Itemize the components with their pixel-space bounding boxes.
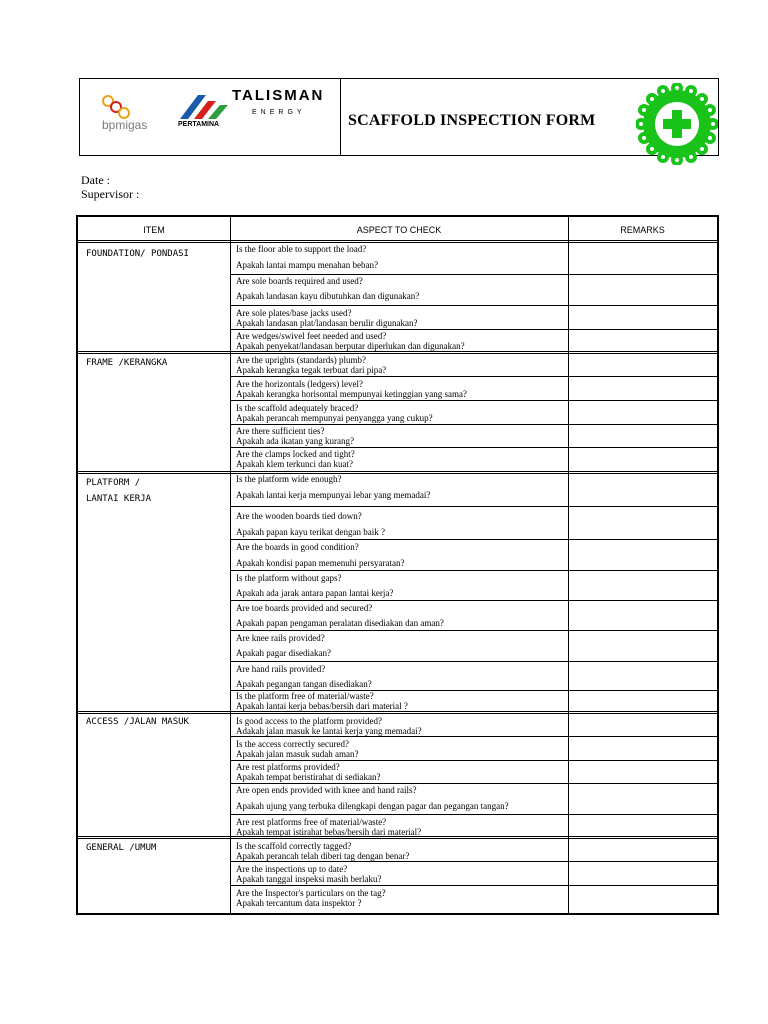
col-divider-item — [230, 217, 231, 913]
check-question-id: Apakah lantai mampu menahan beban? — [236, 260, 378, 270]
col-divider-remarks — [568, 217, 569, 913]
row-divider — [230, 305, 717, 306]
check-question-en: Are the clamps locked and tight? — [236, 449, 355, 459]
check-question-id: Apakah tercantum data inspektor ? — [236, 898, 362, 908]
check-question-id: Apakah tempat beristirahat di sediakan? — [236, 772, 381, 782]
row-divider — [230, 760, 717, 761]
check-question-id: Apakah tempat istirahat bebas/bersih dari material? — [236, 827, 422, 837]
check-question-id: Apakah kerangka horisontal mempunyai ketinggian yang sama? — [236, 389, 467, 399]
check-question-en: Is the floor able to support the load? — [236, 244, 367, 254]
row-divider — [230, 600, 717, 601]
check-question-id: Apakah jalan masuk sudah aman? — [236, 749, 359, 759]
check-question-id: Apakah pagar disediakan? — [236, 648, 331, 658]
row-divider — [230, 329, 717, 330]
section-divider — [78, 351, 717, 354]
check-question-en: Are sole boards required and used? — [236, 276, 363, 286]
check-question-en: Are there sufficient ties? — [236, 426, 325, 436]
row-divider — [230, 424, 717, 425]
row-divider — [230, 885, 717, 886]
check-question-en: Are toe boards provided and secured? — [236, 603, 373, 613]
check-question-id: Apakah papan kayu terikat dengan baik ? — [236, 527, 385, 537]
col-header-item: ITEM — [143, 225, 165, 235]
section-label-general: GENERAL /UMUM — [86, 843, 157, 853]
bpmigas-logo-text: bpmigas — [102, 118, 148, 132]
check-question-id: Apakah tanggal inspeksi masih berlaku? — [236, 874, 382, 884]
row-divider — [230, 630, 717, 631]
section-label-platform: PLATFORM / LANTAI KERJA — [86, 478, 152, 504]
pertamina-logo-icon — [176, 91, 232, 121]
row-divider — [230, 506, 717, 507]
check-question-en: Is the platform free of material/waste? — [236, 691, 374, 701]
check-question-en: Are knee rails provided? — [236, 633, 325, 643]
check-question-en: Is the platform without gaps? — [236, 573, 342, 583]
supervisor-label: Supervisor : — [81, 187, 140, 201]
check-question-id: Apakah perancah mempunyai penyangga yang cukup? — [236, 413, 433, 423]
talisman-logo-text: TALISMAN — [232, 87, 325, 104]
energy-logo-text: ENERGY — [252, 109, 306, 116]
check-question-id: Apakah penyekat/landasan berputar diperlukan dan digunakan? — [236, 341, 465, 351]
col-header-remarks: REMARKS — [620, 225, 665, 235]
inspection-table — [76, 215, 719, 915]
section-divider — [78, 711, 717, 714]
row-divider — [230, 447, 717, 448]
row-divider — [230, 570, 717, 571]
check-question-en: Are the Inspector's particulars on the tag? — [236, 888, 386, 898]
check-question-en: Are rest platforms provided? — [236, 762, 340, 772]
check-question-id: Apakah papan pengaman peralatan disediakan dan aman? — [236, 618, 444, 628]
pertamina-logo-text: PERTAMINA — [178, 121, 220, 128]
form-header — [79, 78, 719, 156]
row-divider — [230, 783, 717, 784]
check-question-id: Apakah kerangka tegak terbuat dari pipa? — [236, 365, 387, 375]
row-divider — [230, 376, 717, 377]
k3-safety-cross-icon — [636, 83, 718, 165]
check-question-id: Apakah ujung yang terbuka dilengkapi dengan pagar dan pegangan tangan? — [236, 801, 509, 811]
check-question-en: Are sole plates/base jacks used? — [236, 308, 352, 318]
row-divider — [230, 400, 717, 401]
check-question-en: Are open ends provided with knee and hand rails? — [236, 785, 417, 795]
check-question-id: Adakah jalan masuk ke lantai kerja yang memadai? — [236, 726, 422, 736]
section-label-frame: FRAME /KERANGKA — [86, 358, 168, 368]
check-question-en: Are rest platforms free of material/waste? — [236, 817, 387, 827]
check-question-en: Are hand rails provided? — [236, 664, 326, 674]
row-divider — [230, 861, 717, 862]
check-question-id: Apakah perancah telah diberi tag dengan benar? — [236, 851, 410, 861]
form-title: SCAFFOLD INSPECTION FORM — [348, 112, 596, 129]
row-divider — [230, 814, 717, 815]
section-divider — [78, 471, 717, 474]
check-question-en: Is the platform wide enough? — [236, 474, 342, 484]
check-question-id: Apakah landasan kayu dibutuhkan dan digunakan? — [236, 291, 420, 301]
check-question-en: Are the inspections up to date? — [236, 864, 348, 874]
check-question-id: Apakah klem terkunci dan kuat? — [236, 459, 353, 469]
check-question-id: Apakah kondisi papan memenuhi persyaratan? — [236, 558, 405, 568]
date-label: Date : — [81, 173, 110, 187]
header-rule — [78, 240, 717, 243]
check-question-en: Are the uprights (standards) plumb? — [236, 355, 366, 365]
check-question-en: Are wedges/swivel feet needed and used? — [236, 331, 387, 341]
check-question-id: Apakah lantai kerja mempunyai lebar yang memadai? — [236, 490, 431, 500]
row-divider — [230, 736, 717, 737]
check-question-id: Apakah ada ikatan yang kurang? — [236, 436, 354, 446]
section-label-foundation: FOUNDATION/ PONDASI — [86, 249, 189, 259]
check-question-id: Apakah landasan plat/landasan berulir digunakan? — [236, 318, 418, 328]
row-divider — [230, 661, 717, 662]
check-question-id: Apakah lantai kerja bebas/bersih dari material ? — [236, 701, 408, 711]
section-label-access: ACCESS /JALAN MASUK — [86, 717, 189, 727]
row-divider — [230, 539, 717, 540]
check-question-en: Is the access correctly secured? — [236, 739, 349, 749]
check-question-en: Is the scaffold correctly tagged? — [236, 841, 352, 851]
header-divider — [340, 79, 341, 155]
row-divider — [230, 274, 717, 275]
check-question-en: Are the horizontals (ledgers) level? — [236, 379, 363, 389]
check-question-en: Is the scaffold adequately braced? — [236, 403, 359, 413]
col-header-aspect: ASPECT TO CHECK — [356, 225, 442, 235]
check-question-id: Apakah pegangan tangan disediakan? — [236, 679, 372, 689]
check-question-en: Are the boards in good condition? — [236, 542, 359, 552]
check-question-en: Are the wooden boards tied down? — [236, 511, 362, 521]
check-question-id: Apakah ada jarak antara papan lantai kerja? — [236, 588, 394, 598]
check-question-en: Is good access to the platform provided? — [236, 716, 382, 726]
